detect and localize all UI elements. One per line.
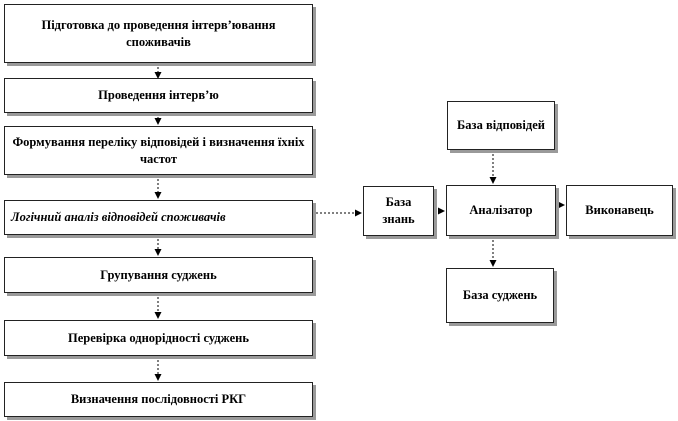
step-conduct-interview <box>4 78 313 113</box>
knowledge-base-label: База знань <box>382 195 415 226</box>
step-check-homogeneity <box>4 320 313 356</box>
executor-box <box>566 185 673 236</box>
step-group-judgments <box>4 257 313 293</box>
judgments-base-label: База суджень <box>462 288 538 302</box>
step-check-homogeneity-label: Перевірка однорідності суджень <box>68 330 249 345</box>
executor-label: Виконавець <box>585 203 654 217</box>
step-logical-analysis <box>4 200 313 235</box>
step-define-sequence <box>4 382 313 417</box>
step-group-judgments-label: Групування суджень <box>100 267 217 282</box>
answers-base-box <box>447 101 555 150</box>
judgments-base-box <box>446 268 554 323</box>
analyzer-label: Аналізатор <box>469 203 533 217</box>
step-logical-analysis-label: Логічний аналіз відповідей споживачів <box>11 210 226 224</box>
step-conduct-interview-label: Проведення інтерв’ю <box>98 88 219 102</box>
step-prepare-interview <box>4 4 313 63</box>
step-define-sequence-label: Визначення послідовності РКГ <box>70 392 247 406</box>
knowledge-base-box <box>363 186 434 236</box>
step-form-answers-list <box>4 126 313 175</box>
answers-base-label: База відповідей <box>457 118 545 132</box>
step-prepare-interview-label: Підготовка до проведення інтерв’ювання споживачів <box>41 17 276 49</box>
step-form-answers-list-label: Формування переліку відповідей і визначення їхніх частот <box>12 134 305 166</box>
analyzer-box <box>446 185 556 236</box>
